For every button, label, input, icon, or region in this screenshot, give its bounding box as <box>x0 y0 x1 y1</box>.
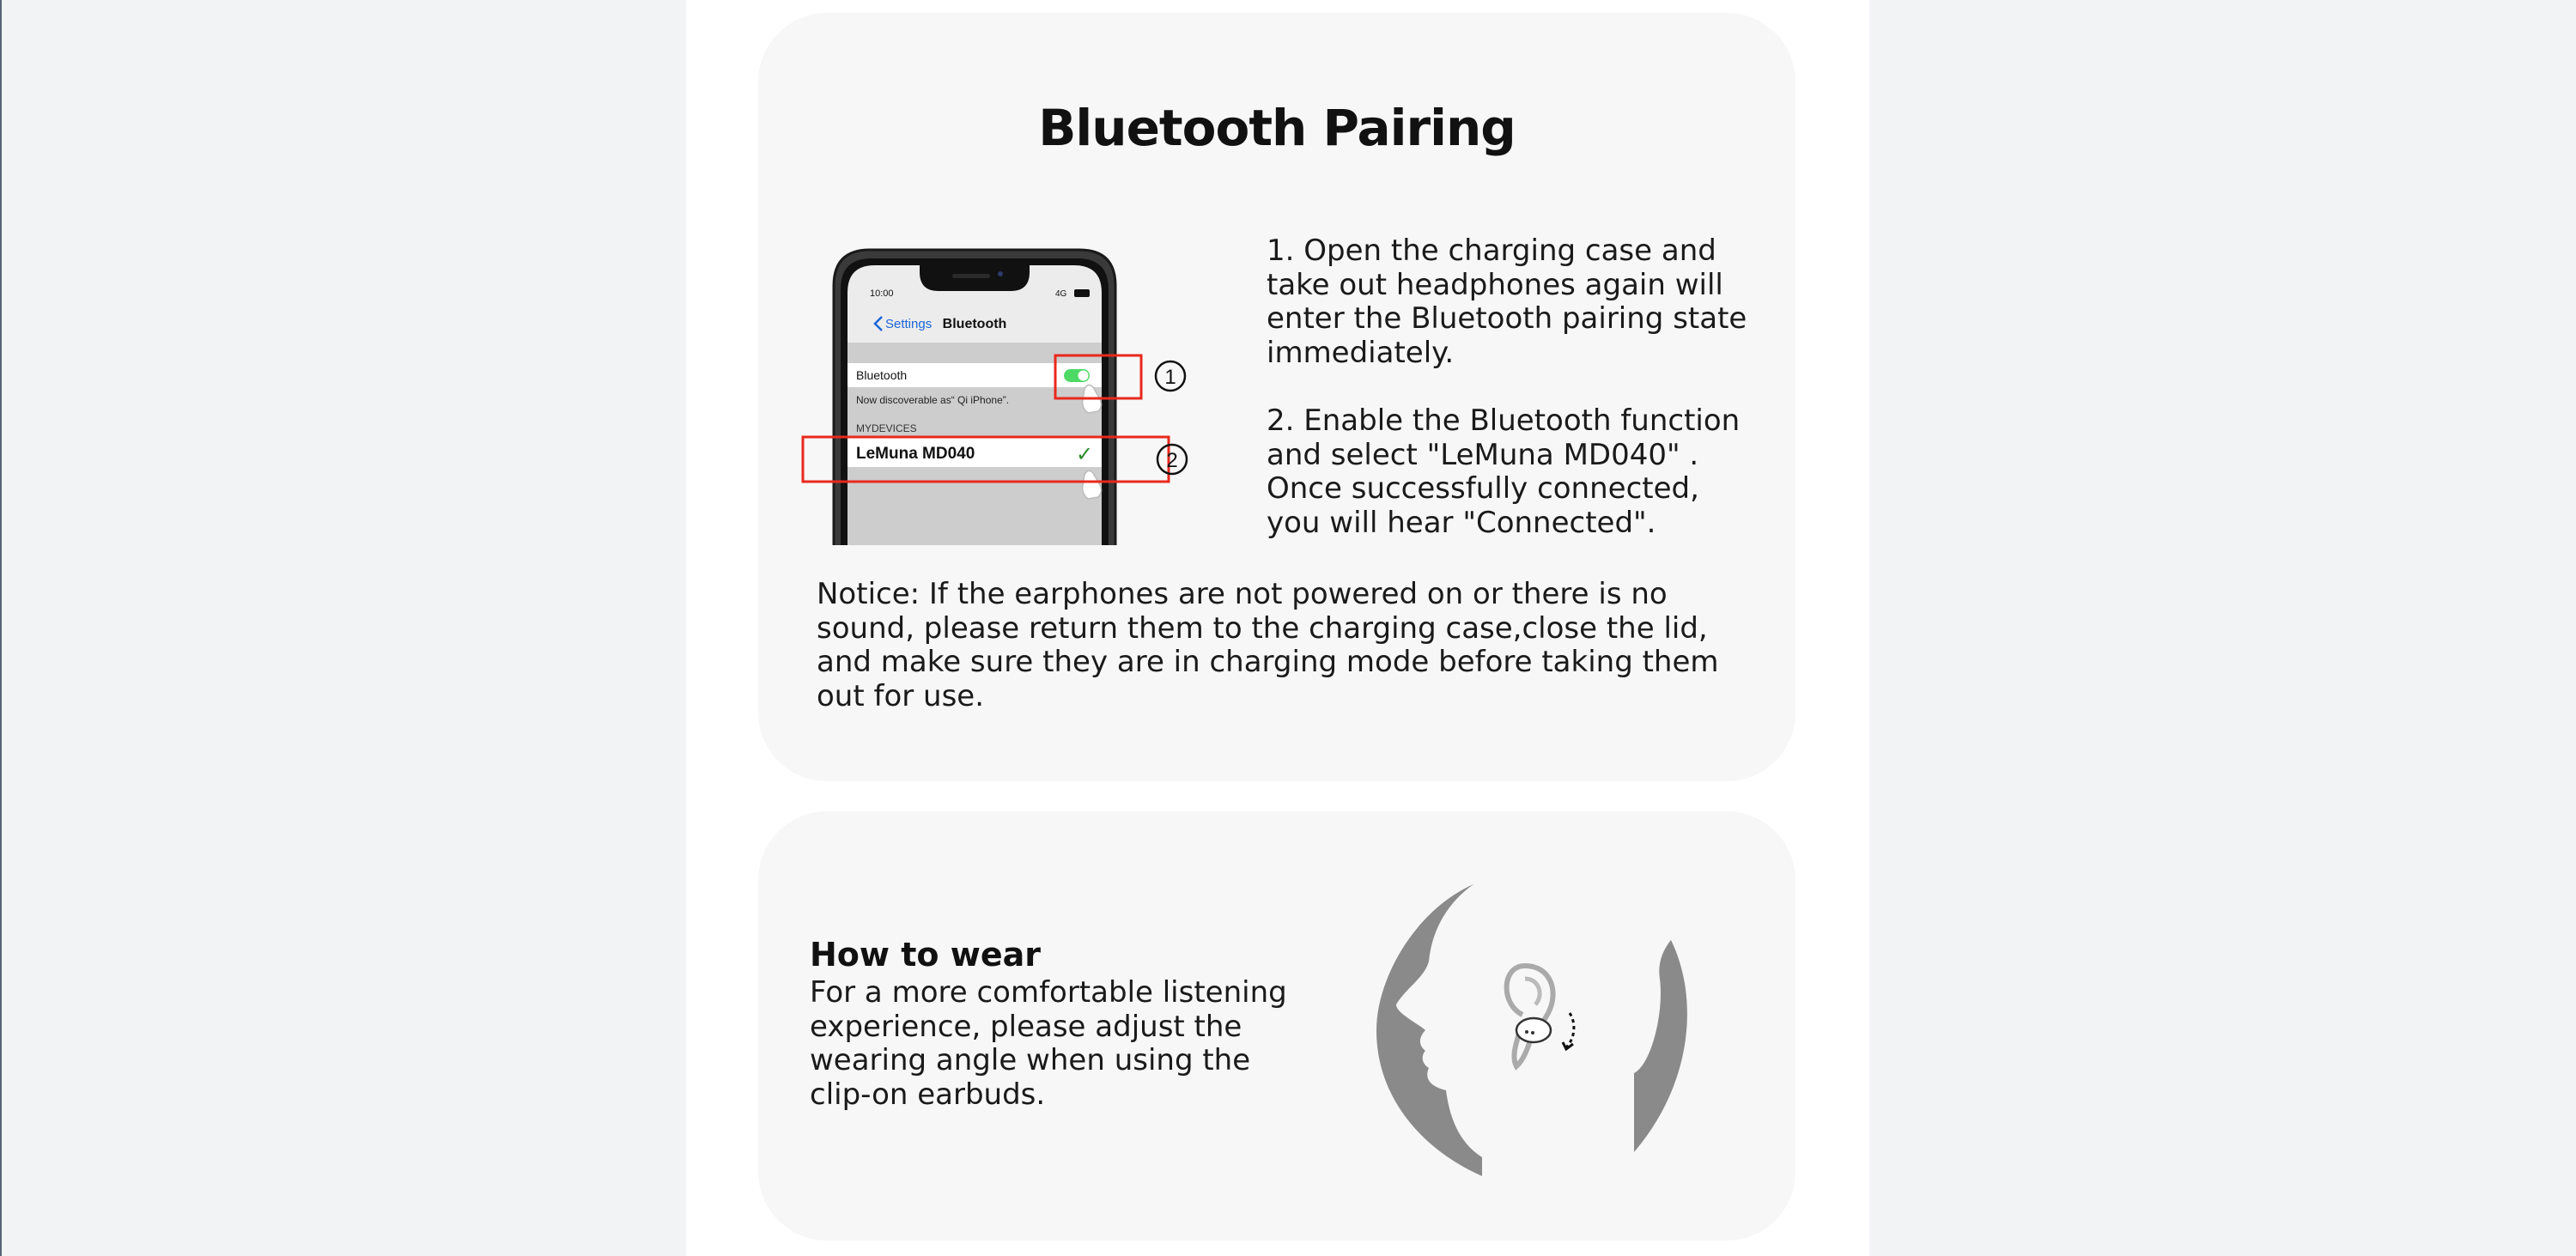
how-to-wear-text: For a more comfortable listening experience, please adjust the wearing angle when using the clip-on earbuds. <box>810 975 1287 1112</box>
settings-back-link[interactable]: Settings <box>885 317 933 331</box>
bluetooth-pairing-title: Bluetooth Pairing <box>1038 99 1516 157</box>
pairing-steps <box>1267 234 1747 574</box>
callout-1: 1 <box>1164 366 1176 389</box>
window-edge <box>0 0 2 1256</box>
status-time: 10:00 <box>870 288 894 299</box>
my-devices-header: MYDEVICES <box>856 422 917 434</box>
head-wearing-illustration <box>1372 884 1698 1176</box>
how-to-wear-card <box>758 811 1795 1241</box>
earbud-icon <box>1516 1018 1551 1042</box>
bluetooth-row-label: Bluetooth <box>856 368 908 382</box>
pairing-notice: Notice: If the earphones are not powered on or there is no sound, please return them to the charging case,close the lid, and make sure they are in charging mode before taking them out for use. <box>817 577 1719 713</box>
discoverable-text: Now discoverable as“ Qi iPhone”. <box>856 394 1010 406</box>
check-icon: ✓ <box>1076 442 1094 466</box>
device-name: LeMuna MD040 <box>856 445 975 463</box>
pairing-step-1: 1. Open the charging case and take out headphones again will enter the Bluetooth pairing state immediately. <box>1267 234 1747 370</box>
rotate-arrow-icon <box>1566 1013 1574 1047</box>
pairing-step-2: 2. Enable the Bluetooth function and select "LeMuna MD040" . Once successfully connected, you will hear "Connected". <box>1267 403 1741 540</box>
status-signal: 4G <box>1055 289 1067 299</box>
head-back-icon <box>1634 940 1687 1152</box>
battery-icon <box>1074 289 1090 297</box>
how-to-wear-title: How to wear <box>810 936 1042 974</box>
screen-title: Bluetooth <box>942 317 1007 331</box>
page <box>686 0 1869 1256</box>
face-profile-icon <box>1376 884 1482 1176</box>
phone-illustration <box>801 236 1213 545</box>
callout-2: 2 <box>1166 449 1178 472</box>
bluetooth-pairing-card <box>758 13 1795 781</box>
